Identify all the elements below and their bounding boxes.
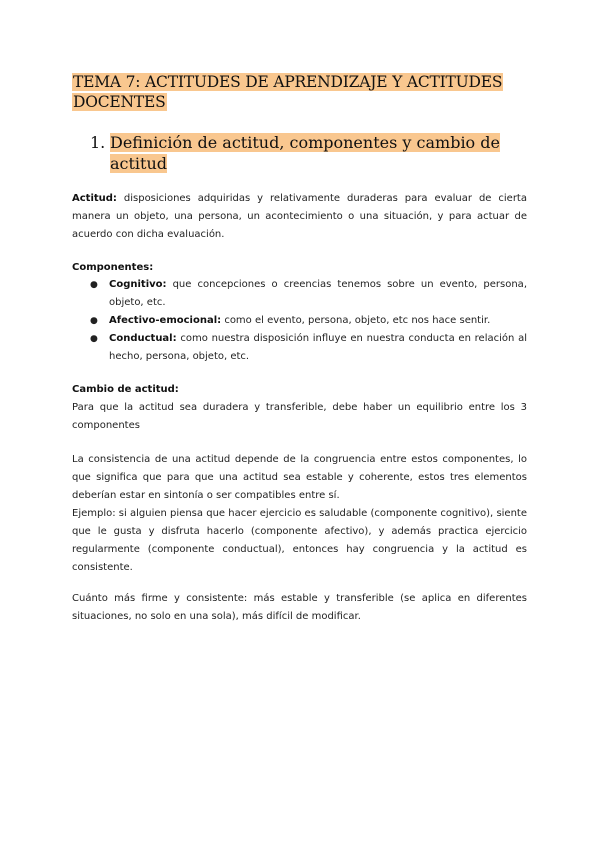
cambio-block-3	[72, 590, 527, 626]
actitud-paragraph	[72, 190, 527, 244]
cambio-block	[72, 381, 527, 435]
page-title-text: TEMA 7: ACTITUDES DE APRENDIZAJE Y ACTITUDES DOCENTES	[73, 73, 503, 111]
item-label: Afectivo-emocional:	[109, 315, 222, 326]
item-text: que concepciones o creencias tenemos sobre un evento, persona, objeto, etc.	[109, 279, 527, 308]
cambio-paragraph-2: La consistencia de una actitud depende de la congruencia entre estos componentes, lo que significa que para que una actitud sea estable y coherente, estos tres elementos deberían estar en sintonía o ser compatibles entre sí.	[72, 454, 527, 501]
item-text: como el evento, persona, objeto, etc nos hace sentir.	[221, 315, 491, 326]
actitud-label: Actitud:	[72, 193, 117, 204]
list-item	[72, 330, 527, 366]
bullet-icon: ●	[90, 316, 98, 326]
cambio-paragraph-4: Cuánto más firme y consistente: más estable y transferible (se aplica en diferentes situaciones, no solo en una sola), más difícil de modificar.	[72, 593, 527, 622]
list-item	[72, 312, 527, 330]
cambio-label: Cambio de actitud:	[72, 384, 179, 395]
section-heading	[90, 132, 530, 174]
page-title	[72, 72, 532, 112]
bullet-icon: ●	[90, 280, 98, 290]
componentes-list	[72, 276, 527, 366]
section-number: 1.	[90, 133, 106, 152]
cambio-paragraph-1: Para que la actitud sea duradera y transferible, debe haber un equilibrio entre los 3 componentes	[72, 402, 527, 431]
list-item	[72, 276, 527, 312]
section-title	[110, 132, 530, 174]
cambio-paragraph-3: Ejemplo: si alguien piensa que hacer ejercicio es saludable (componente cognitivo), siente que le gusta y disfruta hacerlo (componente afectivo), y además practica ejercicio regularmente (componente conductual), entonces hay congruencia y la actitud es consistente.	[72, 508, 527, 573]
componentes-heading	[72, 259, 527, 277]
item-label: Cognitivo:	[109, 279, 167, 290]
componentes-label: Componentes:	[72, 262, 154, 273]
section-title-text: Definición de actitud, componentes y cambio de actitud	[110, 133, 500, 173]
bullet-icon: ●	[90, 334, 98, 344]
item-label: Conductual:	[109, 333, 177, 344]
cambio-block-2	[72, 451, 527, 577]
item-text: como nuestra disposición influye en nuestra conducta en relación al hecho, persona, objeto, etc.	[109, 333, 527, 362]
actitud-definition: disposiciones adquiridas y relativamente duraderas para evaluar de cierta manera un objeto, una persona, un acontecimiento o una situación, y para actuar de acuerdo con dicha evaluación.	[72, 193, 527, 240]
